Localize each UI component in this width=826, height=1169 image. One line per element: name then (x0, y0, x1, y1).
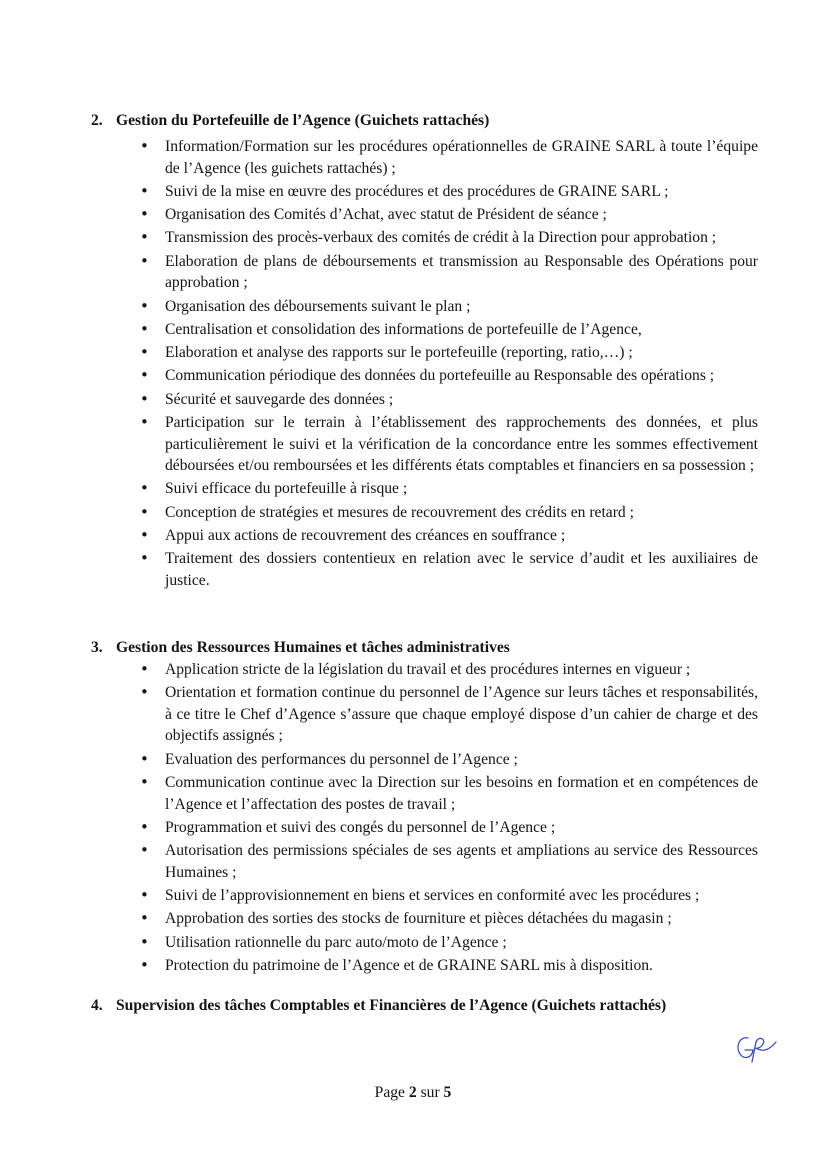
page-word: Page (374, 1084, 405, 1101)
section-heading-4 (91, 996, 771, 1016)
list-item: • Protection du patrimoine de l’Agence et de GRAINE SARL mis à disposition. (140, 955, 758, 977)
section-heading-2 (91, 111, 771, 131)
list-item: • Elaboration de plans de déboursements et transmission au Responsable des Opérations pour approbation ; (140, 251, 758, 294)
current-page-number: 2 (408, 1084, 417, 1101)
of-word: sur (420, 1084, 440, 1101)
section-2-list (140, 136, 758, 593)
list-item: • Information/Formation sur les procédures opérationnelles de GRAINE SARL à toute l’équipe de l’Agence (les guichets rattachés) ; (140, 136, 758, 179)
total-pages-number: 5 (443, 1084, 452, 1101)
list-item: • Application stricte de la législation du travail et des procédures internes en vigueur ; (140, 659, 758, 681)
list-item: • Autorisation des permissions spéciales de ses agents et ampliations au service des Ressources Humaines ; (140, 840, 758, 883)
list-item: • Approbation des sorties des stocks de fourniture et pièces détachées du magasin ; (140, 908, 758, 930)
section-title: Gestion des Ressources Humaines et tâches administratives (116, 639, 510, 656)
list-item: • Orientation et formation continue du personnel de l’Agence sur leurs tâches et responsabilités, à ce titre le Chef d’Agence s’assure que chaque employé dispose d’un cahier de charge et des objectifs assignés ; (140, 682, 758, 747)
list-item: • Participation sur le terrain à l’établissement des rapprochements des données, et plus particulièrement le suivi et la vérification de la concordance entre les sommes effectivement déboursées et/ou remboursées et les différents états comptables et financiers en sa possession ; (140, 412, 758, 477)
section-3-list (140, 659, 758, 978)
section-number: 2. (91, 112, 103, 129)
section-heading-3 (91, 638, 771, 658)
list-item: • Organisation des Comités d’Achat, avec statut de Président de séance ; (140, 204, 758, 226)
list-item: • Suivi efficace du portefeuille à risque ; (140, 478, 758, 500)
list-item: • Evaluation des performances du personnel de l’Agence ; (140, 749, 758, 771)
list-item: • Traitement des dossiers contentieux en relation avec le service d’audit et les auxiliaires de justice. (140, 548, 758, 591)
list-item: • Conception de stratégies et mesures de recouvrement des crédits en retard ; (140, 502, 758, 524)
section-title: Supervision des tâches Comptables et Financières de l’Agence (Guichets rattachés) (116, 997, 667, 1014)
list-item: • Elaboration et analyse des rapports sur le portefeuille (reporting, ratio,…) ; (140, 342, 758, 364)
list-item: • Appui aux actions de recouvrement des créances en souffrance ; (140, 525, 758, 547)
list-item: • Utilisation rationnelle du parc auto/moto de l’Agence ; (140, 932, 758, 954)
list-item: • Communication continue avec la Direction sur les besoins en formation et en compétences de l’Agence et l’affectation des postes de travail ; (140, 772, 758, 815)
section-number: 3. (91, 639, 103, 656)
list-item: • Suivi de l’approvisionnement en biens et services en conformité avec les procédures ; (140, 885, 758, 907)
list-item: • Transmission des procès-verbaux des comités de crédit à la Direction pour approbation ; (140, 227, 758, 249)
list-item: • Centralisation et consolidation des informations de portefeuille de l’Agence, (140, 319, 758, 341)
signature-icon (732, 1032, 778, 1064)
list-item: • Suivi de la mise en œuvre des procédures et des procédures de GRAINE SARL ; (140, 181, 758, 203)
list-item: • Communication périodique des données du portefeuille au Responsable des opérations ; (140, 365, 758, 387)
section-number: 4. (91, 997, 103, 1014)
list-item: • Programmation et suivi des congés du personnel de l’Agence ; (140, 817, 758, 839)
list-item: • Organisation des déboursements suivant le plan ; (140, 296, 758, 318)
section-title: Gestion du Portefeuille de l’Agence (Guichets rattachés) (116, 112, 490, 129)
page-footer (0, 1084, 826, 1102)
list-item: • Sécurité et sauvegarde des données ; (140, 389, 758, 411)
